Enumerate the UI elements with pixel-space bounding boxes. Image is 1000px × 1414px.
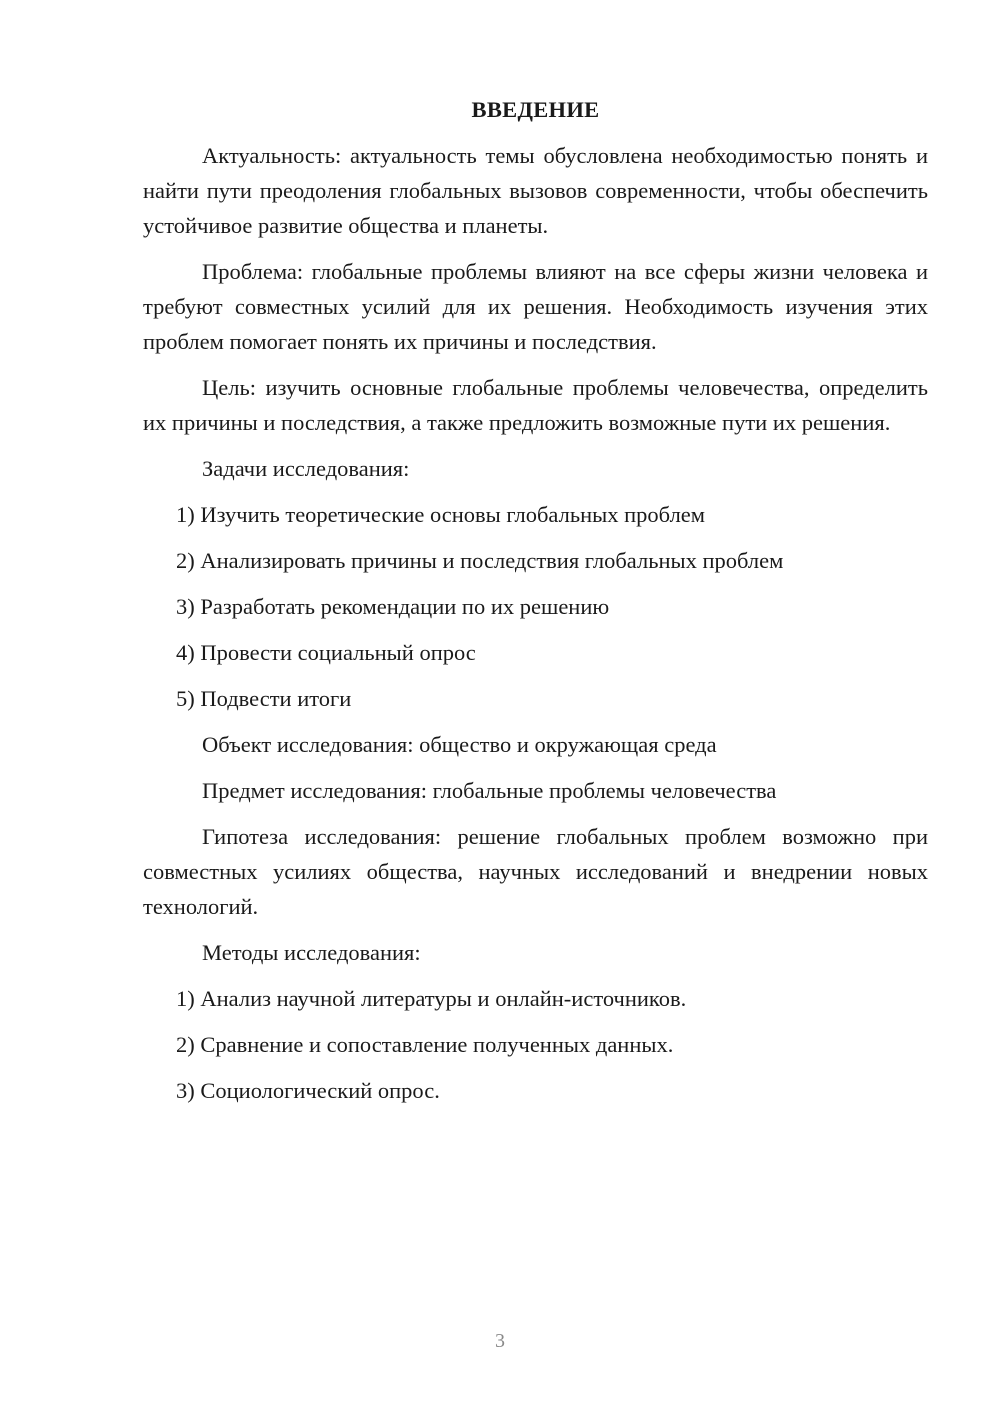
methods-list bbox=[143, 981, 928, 1108]
list-item: 1) Изучить теоретические основы глобальных проблем bbox=[176, 502, 706, 527]
page-number: 3 bbox=[495, 1330, 505, 1352]
list-item: 2) Анализировать причины и последствия глобальных проблем bbox=[176, 548, 784, 573]
list-item: 3) Разработать рекомендации по их решению bbox=[176, 594, 610, 619]
list-item: 2) Сравнение и сопоставление полученных данных. bbox=[176, 1032, 674, 1057]
list-item: 4) Провести социальный опрос bbox=[176, 640, 476, 665]
tasks-heading: Задачи исследования: bbox=[202, 456, 410, 481]
document-page bbox=[143, 92, 928, 1119]
list-item: 3) Социологический опрос. bbox=[176, 1078, 440, 1103]
goal-paragraph: Цель: изучить основные глобальные проблемы человечества, определить их причины и последствия, а также предложить возможные пути их решения. bbox=[143, 375, 928, 435]
list-item: 1) Анализ научной литературы и онлайн-источников. bbox=[176, 986, 687, 1011]
list-item: 5) Подвести итоги bbox=[176, 686, 352, 711]
subject-paragraph: Предмет исследования: глобальные проблемы человечества bbox=[202, 778, 777, 803]
object-paragraph: Объект исследования: общество и окружающая среда bbox=[202, 732, 717, 757]
hypothesis-paragraph: Гипотеза исследования: решение глобальных проблем возможно при совместных усилиях общества, научных исследований и внедрении новых технологий. bbox=[143, 824, 928, 919]
page-title: ВВЕДЕНИЕ bbox=[471, 97, 600, 122]
problem-paragraph: Проблема: глобальные проблемы влияют на все сферы жизни человека и требуют совместных усилий для их решения. Необходимость изучения этих проблем помогает понять их причины и последствия. bbox=[143, 259, 928, 354]
tasks-list bbox=[143, 497, 928, 716]
relevance-paragraph: Актуальность: актуальность темы обусловлена необходимостью понять и найти пути преодоления глобальных вызовов современности, чтобы обеспечить устойчивое развитие общества и планеты. bbox=[143, 143, 928, 238]
methods-heading: Методы исследования: bbox=[202, 940, 421, 965]
